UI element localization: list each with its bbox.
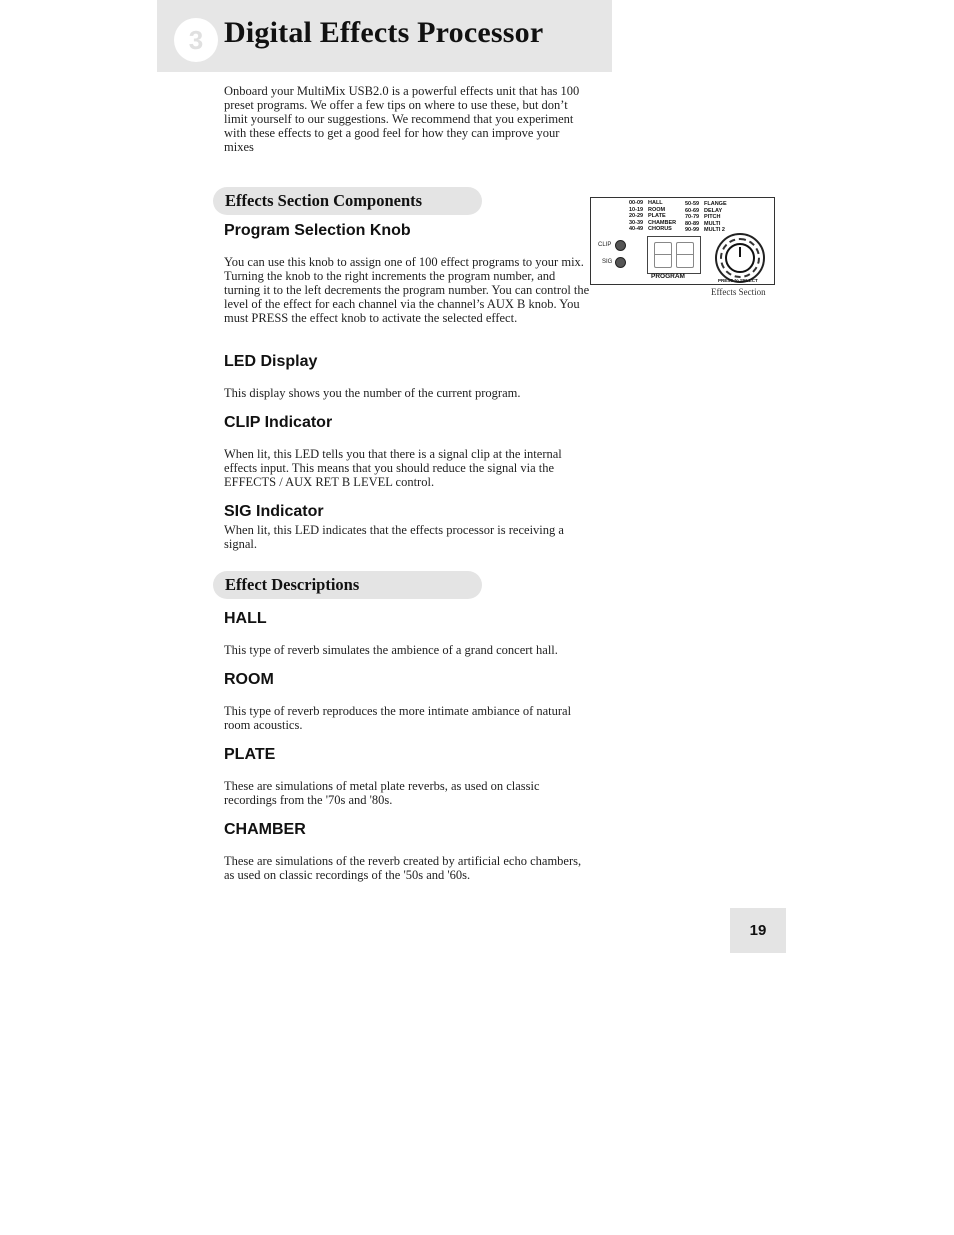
press-to-select-label: PRESS to SELECT — [718, 278, 758, 283]
led-display-icon — [647, 236, 701, 274]
paragraph-chamber: These are simulations of the reverb created by artificial echo chambers, as used on classic recordings of the '50s and '60s. — [224, 854, 582, 882]
paragraph-led-display: This display shows you the number of the current program. — [224, 386, 521, 400]
program-entry: 10-19 ROOM — [629, 206, 666, 213]
figure-caption: Effects Section — [711, 287, 766, 297]
page-number: 19 — [730, 908, 786, 953]
section-heading-descriptions — [213, 571, 482, 599]
program-entry: 20-29 PLATE — [629, 213, 666, 220]
program-entry: 50-59 FLANGE — [685, 201, 727, 207]
seven-segment-digit-icon — [676, 242, 694, 268]
program-list-right — [685, 201, 727, 234]
subhead-sig-indicator: SIG Indicator — [224, 503, 324, 520]
knob-pointer-icon — [739, 247, 741, 257]
program-entry: 80-89 MULTI — [685, 220, 721, 227]
sig-label: SIG — [602, 259, 613, 265]
page-title: Digital Effects Processor — [224, 16, 544, 49]
subhead-plate: PLATE — [224, 746, 276, 763]
paragraph-hall: This type of reverb simulates the ambience of a grand concert hall. — [224, 643, 558, 657]
clip-led-icon — [615, 240, 626, 251]
effects-section-figure — [590, 197, 775, 285]
program-knob-icon — [715, 233, 765, 283]
seven-segment-digit-icon — [654, 242, 672, 268]
paragraph-plate: These are simulations of metal plate reverbs, as used on classic recordings from the '70s and '80s. — [224, 779, 540, 807]
intro-paragraph: Onboard your MultiMix USB2.0 is a powerful effects unit that has 100 preset programs. We offer a few tips on where to use these, but don’t limit yourself to our suggestions. We recommend that you experiment with these effects to get a good feel for how they can improve your mixes — [224, 84, 580, 154]
sig-led-icon — [615, 257, 626, 268]
program-entry: 40-49 CHORUS — [629, 226, 672, 233]
subhead-program-selection-knob: Program Selection Knob — [224, 222, 411, 239]
section-heading-text: Effects Section Components — [225, 191, 423, 210]
paragraph-sig-indicator: When lit, this LED indicates that the effects processor is receiving a signal. — [224, 523, 564, 551]
section-heading-components — [213, 187, 482, 215]
subhead-hall: HALL — [224, 610, 267, 627]
paragraph-room: This type of reverb reproduces the more intimate ambiance of natural room acoustics. — [224, 704, 572, 732]
program-entry: 60-69 DELAY — [685, 207, 723, 214]
section-heading-text: Effect Descriptions — [225, 575, 360, 594]
program-entry: 00-09 HALL — [629, 200, 663, 206]
subhead-clip-indicator: CLIP Indicator — [224, 414, 333, 431]
subhead-led-display: LED Display — [224, 353, 318, 370]
subhead-room: ROOM — [224, 671, 274, 688]
paragraph-clip-indicator: When lit, this LED tells you that there is a signal clip at the internal effects input. This means that you should reduce the signal via the EFFECTS / AUX RET B LEVEL control. — [224, 447, 562, 489]
chapter-number-badge: 3 — [174, 18, 218, 62]
knob-cap-icon — [725, 243, 755, 273]
subhead-chamber: CHAMBER — [224, 821, 306, 838]
program-entry: 30-39 CHAMBER — [629, 219, 677, 226]
program-entry: 70-79 PITCH — [685, 214, 721, 221]
clip-label: CLIP — [598, 242, 612, 248]
program-label: PROGRAM — [651, 273, 685, 280]
paragraph-program-selection-knob: You can use this knob to assign one of 100 effect programs to your mix. Turning the knob to the right increments the program number, and turning it to the left decrements the program number. You can control the level of the effect for each channel via the channel’s AUX B knob. You must PRESS the effect knob to activate the selected effect. — [224, 255, 590, 325]
program-list-left — [629, 200, 676, 233]
program-entry: 90-99 MULTI 2 — [685, 227, 725, 234]
